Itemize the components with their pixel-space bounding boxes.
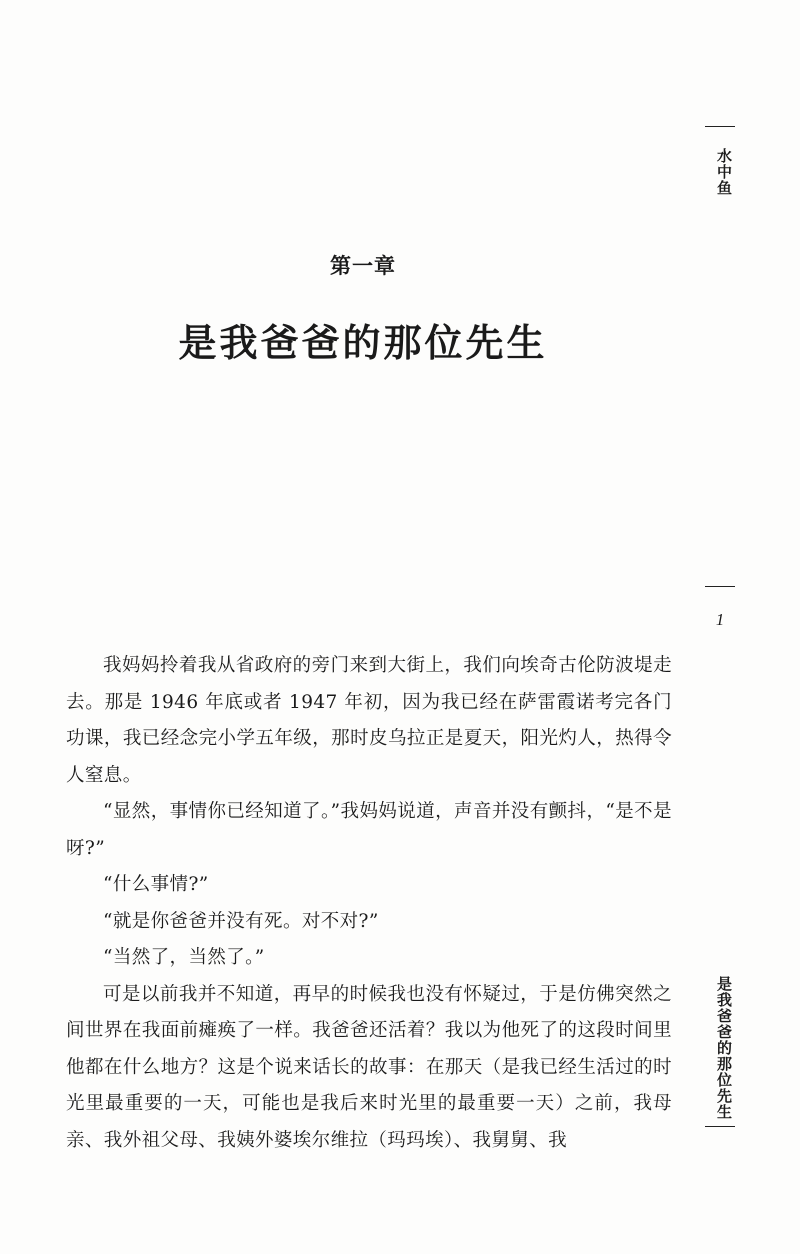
page-number: 1	[715, 610, 725, 629]
paragraph: “什么事情?”	[103, 874, 209, 895]
chapter-title: 是我爸爸的那位先生	[178, 321, 548, 365]
header-rule-top	[705, 126, 735, 127]
running-chapter-title: 是我爸爸的那位先生	[715, 976, 733, 1120]
running-book-title: 水中鱼	[715, 148, 733, 196]
paragraph: 可是以前我并不知道，再早的时候我也没有怀疑过，于是仿佛突然之间世界在我面前瘫痪了一样。我爸爸还活着？我以为他死了的这段时间里他都在什么地方？这是个说来话长的故事：在那天（是我已经生活过的时光里最重要的一天，可能也是我后来时光里的最重要一天）之前，我母亲、我外祖父母、我姨外婆埃尔维拉（玛玛埃）、我舅舅、我	[66, 983, 672, 1151]
header-rule-bottom	[705, 1126, 735, 1127]
paragraph: “当然了，当然了。”	[103, 947, 265, 968]
body-text	[66, 648, 672, 1159]
paragraph: “显然，事情你已经知道了。”我妈妈说道，声音并没有颤抖，“是不是呀?”	[66, 801, 672, 859]
paragraph: 我妈妈拎着我从省政府的旁门来到大街上，我们向埃奇古伦防波堤走去。那是 1946 年底或者 1947 年初，因为我已经在萨雷霞诺考完各门功课，我已经念完小学五年级，那时皮乌拉正是夏天，阳光灼人，热得令人窒息。	[66, 655, 672, 786]
page-number-rule	[705, 586, 735, 587]
chapter-number: 第一章	[330, 254, 396, 278]
paragraph: “就是你爸爸并没有死。对不对?”	[103, 910, 379, 932]
